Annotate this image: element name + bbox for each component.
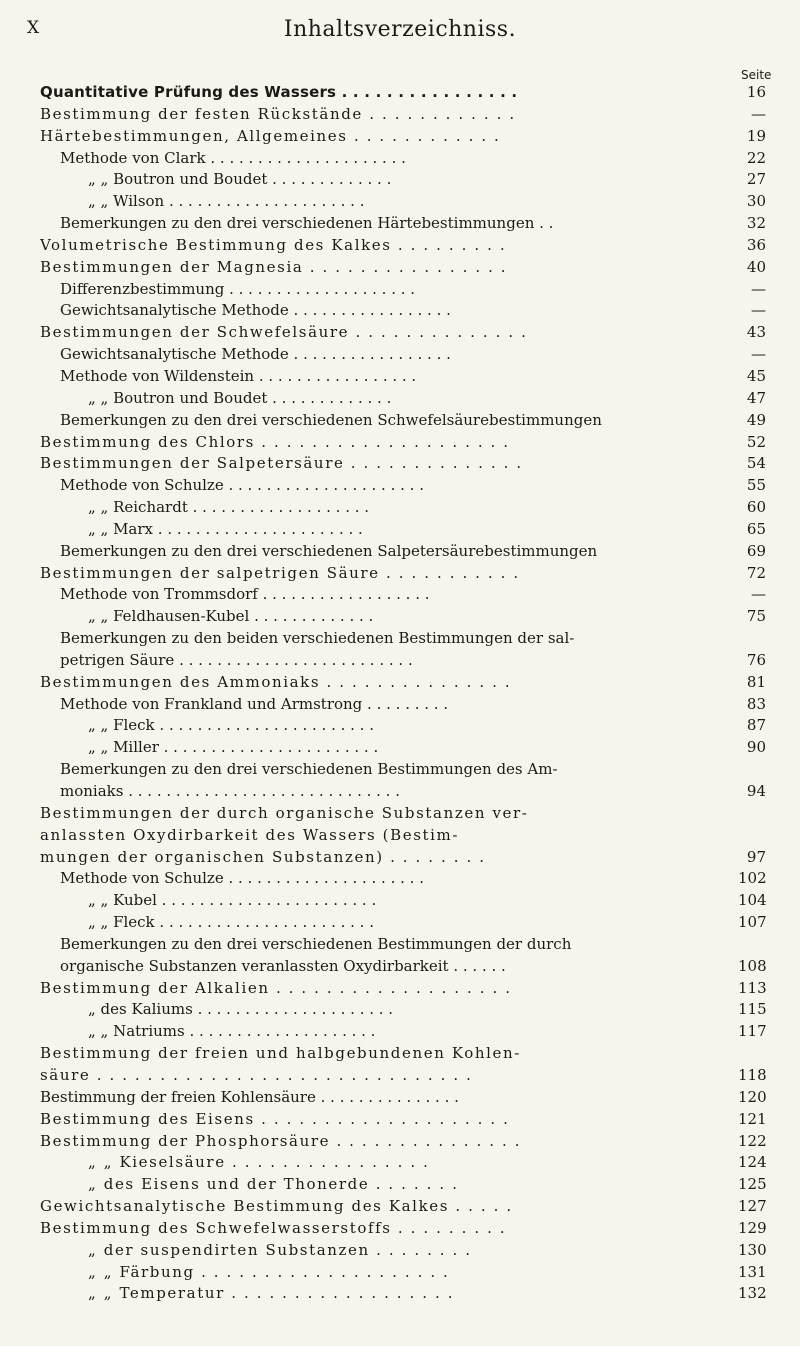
toc-entry: [0, 475, 800, 497]
toc-entry-title: „ „ Boutron und Boudet . . . . . . . . . . . . .: [88, 388, 392, 407]
toc-entry: [0, 1131, 800, 1153]
toc-entry-page: 107: [738, 913, 767, 932]
toc-entry-page: 22: [746, 148, 766, 167]
toc-entry-title: „ „ Färbung . . . . . . . . . . . . . . . . . . . .: [88, 1262, 450, 1281]
toc-entry-page: 115: [738, 1000, 767, 1019]
toc-entry-title: Bestimmungen der Schwefelsäure . . . . . . . . . . . . . .: [40, 323, 528, 342]
toc-entry-page: 47: [746, 388, 766, 407]
toc-entry-title: Bestimmungen der durch organische Substanzen ver-: [40, 803, 529, 822]
toc-entry-page: 118: [738, 1065, 767, 1084]
toc-entry-page: —: [751, 279, 766, 298]
toc-entry-title: Quantitative Prüfung des Wassers . . . . . . . . . . . . . . . .: [40, 83, 518, 101]
toc-entry-page: —: [751, 104, 766, 123]
toc-entry-title: Methode von Trommsdorf . . . . . . . . . . . . . . . . . .: [60, 585, 430, 604]
toc-entry-title: Bestimmung des Chlors . . . . . . . . . . . . . . . . . . . .: [40, 432, 510, 451]
seite-column-label: Seite: [741, 68, 772, 82]
toc-entry-title: Bestimmungen der Salpetersäure . . . . . . . . . . . . . .: [40, 454, 523, 473]
toc-entry: [0, 148, 800, 170]
toc-entry: [0, 300, 800, 322]
toc-entry-title: „ „ Fleck . . . . . . . . . . . . . . . . . . . . . . .: [88, 913, 374, 932]
toc-entry-page: 97: [746, 847, 766, 866]
toc-entry: [0, 104, 800, 126]
toc-entry: [0, 737, 800, 759]
toc-entry-page: —: [751, 345, 766, 364]
toc-entry-title: Bestimmungen der Magnesia . . . . . . . . . . . . . . . .: [40, 257, 508, 276]
toc-entry: [0, 781, 800, 803]
toc-entry-page: 102: [738, 869, 767, 888]
toc-entry: [0, 978, 800, 1000]
toc-entry-title: Bestimmungen der salpetrigen Säure . . . . . . . . . . .: [40, 563, 520, 582]
toc-entry-page: 55: [746, 476, 766, 495]
toc-entry-page: 132: [738, 1284, 767, 1303]
toc-entry: [0, 126, 800, 148]
toc-entry-title: „ „ Reichardt . . . . . . . . . . . . . . . . . . .: [88, 498, 370, 517]
toc-entry: [0, 563, 800, 585]
toc-entry-page: 16: [746, 83, 766, 101]
toc-entry: [0, 1218, 800, 1240]
toc-entry-title: „ „ Miller . . . . . . . . . . . . . . . . . . . . . . .: [88, 738, 379, 757]
toc-entry-title: Bemerkungen zu den drei verschiedenen Härtebestimmungen . .: [60, 214, 554, 233]
toc-entry: [0, 1283, 800, 1305]
toc-entry-page: 36: [746, 235, 766, 254]
toc-entry: [0, 847, 800, 869]
toc-entry: [0, 825, 800, 847]
toc-entry-page: 30: [746, 192, 766, 211]
toc-entry-page: 127: [738, 1197, 767, 1216]
toc-entry-page: 130: [738, 1240, 767, 1259]
toc-entry-page: 54: [746, 454, 766, 473]
toc-entry-page: 76: [746, 650, 766, 669]
toc-entry-title: Methode von Wildenstein . . . . . . . . . . . . . . . . .: [60, 366, 417, 385]
toc-entry: [0, 1262, 800, 1284]
toc-entry-page: 72: [746, 563, 766, 582]
toc-entry-page: 45: [746, 366, 766, 385]
toc-entry-page: 65: [746, 519, 766, 538]
toc-entry: [0, 759, 800, 781]
toc-entry-title: Bemerkungen zu den drei verschiedenen Bestimmungen des Am-: [60, 760, 558, 779]
toc-entry: [0, 322, 800, 344]
toc-entry: [0, 672, 800, 694]
toc-entry-page: 122: [738, 1131, 767, 1150]
toc-entry-title: Gewichtsanalytische Bestimmung des Kalkes . . . . .: [40, 1197, 513, 1216]
toc-entry: [0, 934, 800, 956]
toc-entry-title: „ des Kaliums . . . . . . . . . . . . . . . . . . . . .: [88, 1000, 394, 1019]
toc-entry: [0, 388, 800, 410]
toc-entry: [0, 1174, 800, 1196]
toc-entry-title: „ des Eisens und der Thonerde . . . . . . .: [88, 1175, 459, 1194]
toc-entry: [0, 213, 800, 235]
toc-entry-page: 43: [746, 323, 766, 342]
page-number: X: [27, 18, 40, 38]
toc-entry-page: —: [751, 301, 766, 320]
toc-entry-title: Bemerkungen zu den drei verschiedenen Schwefelsäurebestimmungen: [60, 410, 602, 429]
toc-entry-page: 60: [746, 498, 766, 517]
toc-entry-page: 94: [746, 782, 766, 800]
toc-entry: [0, 912, 800, 934]
toc-entry-title: Methode von Schulze . . . . . . . . . . . . . . . . . . . . .: [60, 476, 424, 495]
toc-entry-title: Bestimmung des Schwefelwasserstoffs . . . . . . . . .: [40, 1218, 507, 1237]
toc-entry-title: „ „ Marx . . . . . . . . . . . . . . . . . . . . . .: [88, 519, 363, 538]
toc-entry: [0, 1152, 800, 1174]
toc-entry-page: 32: [746, 214, 766, 233]
toc-entry: [0, 235, 800, 257]
toc-entry-page: 69: [746, 541, 766, 560]
toc-entry: [0, 344, 800, 366]
toc-entry: [0, 868, 800, 890]
toc-entry: [0, 628, 800, 650]
toc-entry-title: Methode von Clark . . . . . . . . . . . . . . . . . . . . .: [60, 148, 406, 167]
toc-entry-page: 108: [738, 956, 767, 975]
toc-entry-page: 125: [738, 1175, 767, 1194]
toc-entry-title: Bestimmung der Phosphorsäure . . . . . . . . . . . . . . .: [40, 1131, 522, 1150]
toc-entry-title: „ „ Temperatur . . . . . . . . . . . . . . . . . .: [88, 1284, 455, 1303]
toc-entry-title: Methode von Frankland und Armstrong . . . . . . . . .: [60, 694, 449, 713]
toc-entry-title: „ „ Wilson . . . . . . . . . . . . . . . . . . . . .: [88, 192, 365, 211]
toc-entry-title: „ „ Fleck . . . . . . . . . . . . . . . . . . . . . . .: [88, 716, 374, 735]
toc-entry-page: 19: [746, 126, 766, 145]
toc-entry: [0, 541, 800, 563]
toc-entry: [0, 1043, 800, 1065]
toc-entry-title: Bestimmung der freien und halbgebundenen Kohlen-: [40, 1044, 521, 1063]
toc-entry-title: Differenzbestimmung . . . . . . . . . . . . . . . . . . . .: [60, 279, 416, 298]
toc-entry: [0, 606, 800, 628]
toc-entry-title: moniaks . . . . . . . . . . . . . . . . . . . . . . . . . . . . .: [60, 782, 400, 800]
toc-entry-page: 124: [738, 1153, 767, 1172]
toc-entry: [0, 279, 800, 301]
toc-entry-page: 27: [746, 170, 766, 189]
toc-entry-title: „ „ Kieselsäure . . . . . . . . . . . . . . . .: [88, 1153, 430, 1172]
toc-entry: [0, 257, 800, 279]
toc-entry-page: 83: [746, 694, 766, 713]
table-of-contents: [0, 82, 800, 1305]
toc-entry-title: „ der suspendirten Substanzen . . . . . . . .: [88, 1240, 472, 1259]
toc-entry-page: 75: [746, 607, 766, 626]
toc-entry: [0, 519, 800, 541]
toc-entry-page: 120: [738, 1087, 767, 1106]
toc-entry: [0, 432, 800, 454]
toc-entry: [0, 1240, 800, 1262]
toc-entry-title: Bemerkungen zu den drei verschiedenen Bestimmungen der durch: [60, 934, 572, 953]
toc-entry: [0, 169, 800, 191]
toc-entry: [0, 1021, 800, 1043]
toc-entry: [0, 1109, 800, 1131]
toc-entry-title: Volumetrische Bestimmung des Kalkes . . . . . . . . .: [40, 235, 507, 254]
toc-entry-title: säure . . . . . . . . . . . . . . . . . . . . . . . . . . . . . .: [40, 1065, 473, 1084]
toc-entry: [0, 191, 800, 213]
toc-entry-title: organische Substanzen veranlassten Oxydirbarkeit . . . . . .: [60, 956, 506, 975]
toc-entry: [0, 410, 800, 432]
toc-entry: [0, 999, 800, 1021]
toc-entry-title: „ „ Kubel . . . . . . . . . . . . . . . . . . . . . . .: [88, 891, 377, 910]
toc-entry-page: 81: [746, 672, 766, 691]
toc-entry-title: Bestimmung der festen Rückstände . . . . . . . . . . . .: [40, 104, 516, 123]
toc-entry-page: 90: [746, 738, 766, 757]
toc-entry: [0, 82, 800, 104]
toc-entry-title: petrigen Säure . . . . . . . . . . . . . . . . . . . . . . . . .: [60, 650, 413, 669]
toc-entry-page: 49: [746, 410, 766, 429]
toc-entry: [0, 497, 800, 519]
toc-entry-title: „ „ Natriums . . . . . . . . . . . . . . . . . . . .: [88, 1022, 376, 1041]
toc-entry: [0, 650, 800, 672]
toc-entry-title: anlassten Oxydirbarkeit des Wassers (Bestim-: [40, 825, 460, 844]
toc-entry-title: Gewichtsanalytische Methode . . . . . . . . . . . . . . . . .: [60, 301, 451, 320]
toc-entry: [0, 1087, 800, 1109]
toc-entry: [0, 1065, 800, 1087]
toc-entry-title: Härtebestimmungen, Allgemeines . . . . . . . . . . . .: [40, 126, 501, 145]
toc-entry-title: Bestimmung des Eisens . . . . . . . . . . . . . . . . . . . .: [40, 1109, 510, 1128]
toc-entry-title: Bemerkungen zu den drei verschiedenen Salpetersäurebestimmungen: [60, 541, 598, 560]
toc-entry-page: 87: [746, 716, 766, 735]
toc-entry-title: Gewichtsanalytische Methode . . . . . . . . . . . . . . . . .: [60, 345, 451, 364]
toc-entry-title: mungen der organischen Substanzen) . . . . . . . .: [40, 847, 486, 866]
toc-entry-title: „ „ Feldhausen-Kubel . . . . . . . . . . . . .: [88, 607, 374, 626]
toc-entry-title: Bestimmungen des Ammoniaks . . . . . . . . . . . . . . .: [40, 672, 512, 691]
toc-entry-page: 40: [746, 257, 766, 276]
toc-entry-page: 104: [738, 891, 767, 910]
toc-entry: [0, 803, 800, 825]
toc-entry: [0, 956, 800, 978]
toc-entry-page: 52: [746, 432, 766, 451]
toc-entry-page: —: [751, 585, 766, 604]
toc-entry: [0, 453, 800, 475]
page-title: Inhaltsverzeichniss.: [283, 17, 517, 42]
toc-entry-title: Bestimmung der freien Kohlensäure . . . . . . . . . . . . . . .: [40, 1087, 459, 1106]
toc-entry-page: 121: [738, 1109, 767, 1128]
toc-entry-page: 117: [738, 1022, 767, 1041]
toc-entry: [0, 694, 800, 716]
toc-entry: [0, 366, 800, 388]
toc-entry-page: 113: [738, 978, 767, 997]
toc-entry-page: 129: [738, 1218, 767, 1237]
toc-entry-title: Bestimmung der Alkalien . . . . . . . . . . . . . . . . . . .: [40, 978, 512, 997]
toc-entry: [0, 890, 800, 912]
toc-entry: [0, 584, 800, 606]
toc-entry-title: „ „ Boutron und Boudet . . . . . . . . . . . . .: [88, 170, 392, 189]
toc-entry-title: Bemerkungen zu den beiden verschiedenen Bestimmungen der sal-: [60, 629, 575, 648]
toc-entry: [0, 715, 800, 737]
toc-entry: [0, 1196, 800, 1218]
toc-entry-page: 131: [738, 1262, 767, 1281]
toc-entry-title: Methode von Schulze . . . . . . . . . . . . . . . . . . . . .: [60, 869, 424, 888]
